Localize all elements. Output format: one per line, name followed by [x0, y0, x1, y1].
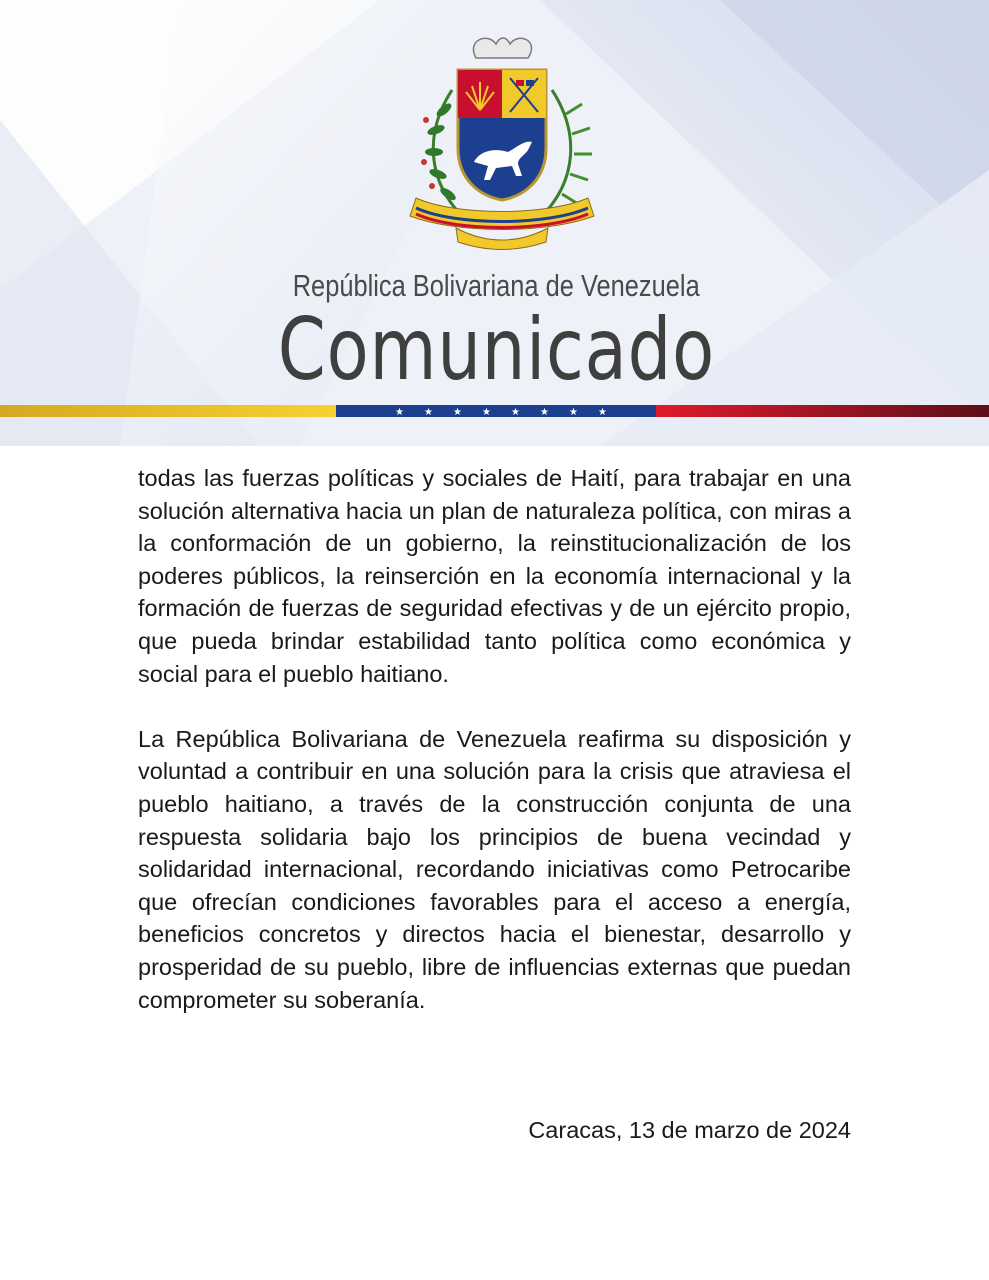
svg-text:★: ★ — [598, 407, 607, 417]
svg-text:★: ★ — [569, 407, 578, 417]
svg-text:★: ★ — [453, 407, 462, 417]
dateline: Caracas, 13 de marzo de 2024 — [528, 1117, 851, 1143]
page-title: Comunicado — [277, 300, 716, 400]
issuer-name: República Bolivariana de Venezuela — [292, 268, 700, 303]
svg-text:★: ★ — [395, 407, 404, 417]
svg-text:★: ★ — [482, 407, 491, 417]
letterhead — [0, 0, 989, 446]
svg-text:★: ★ — [424, 407, 433, 417]
communique-body — [138, 462, 851, 1016]
paragraph: todas las fuerzas políticas y sociales de Haití, para trabajar en una solución alternativa hacia un plan de naturaleza política, con miras a la conformación de un gobierno, la reinstitucionalización de los poderes públicos, la reinserción en la economía internacional y la formación de fuerzas de seguridad efectivas y de un ejército propio, que pueda brindar estabilidad tanto política como económica y social para el pueblo haitiano. — [138, 465, 851, 687]
svg-text:★: ★ — [511, 407, 520, 417]
svg-text:★: ★ — [540, 407, 549, 417]
coat-of-arms-icon — [396, 30, 608, 252]
paragraph: La República Bolivariana de Venezuela reafirma su disposición y voluntad a contribuir en una solución para la crisis que atraviesa el pueblo haitiano, a través de la construcción conjunta de una respuesta solidaria bajo los principios de buena vecindad y solidaridad internacional, recordando iniciativas como Petrocaribe que ofrecían condiciones favorables para el acceso a energía, beneficios concretos y directos hacia el bienestar, desarrollo y prosperidad de su pueblo, libre de influencias externas que puedan comprometer su soberanía. — [138, 725, 851, 1013]
flag-color-strip — [0, 405, 989, 417]
